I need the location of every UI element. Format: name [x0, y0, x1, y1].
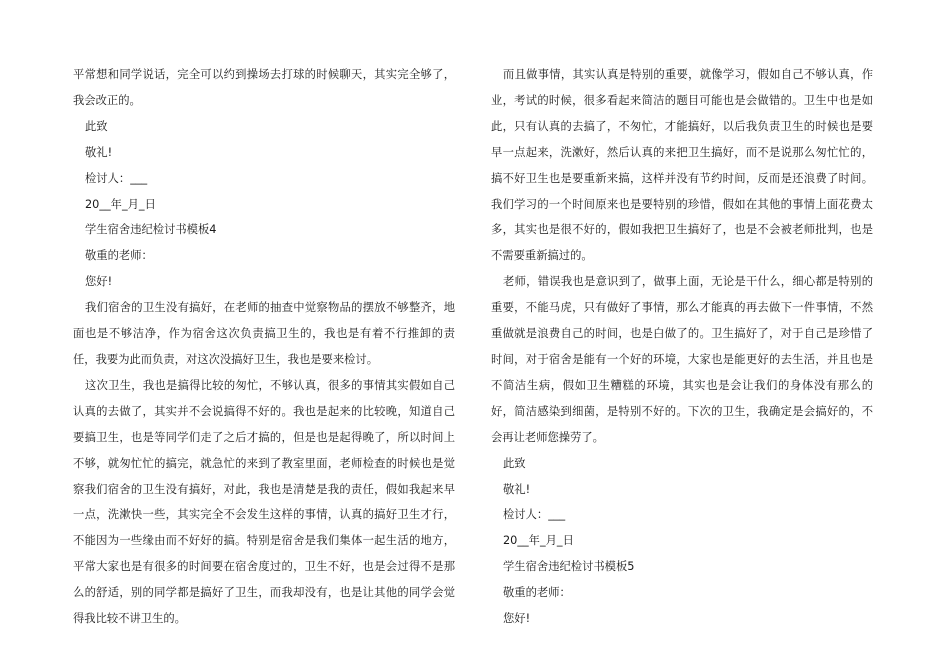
paragraph: 这次卫生，我也是搞得比较的匆忙，不够认真，很多的事情其实假如自己认真的去做了，其实并不会说搞得不好的。我也是起来的比较晚，知道自己要搞卫生，也是等同学们走了之后才搞的，但是也是起得晚了，所以时间上不够，就匆忙忙的搞完，就急忙的来到了教室里面，老师检查的时候也是觉察我们宿舍的卫生没有搞好，对此，我也是清楚是我的责任，假如我起来早一点，洗漱快一些，其实完全不会发生这样的事情，认真的搞好卫生才行，不能因为一些缘由而不好好的搞。特别是宿舍是我们集体一起生活的地方，平常大家也是有很多的时间要在宿舍度过的，卫生不好，也是会过得不是那么的舒适，别的同学都是搞好了卫生，而我却没有，也是让其他的同学会觉得我比较不讲卫生的。	[73, 378, 455, 626]
signer-line: 检讨人：___	[85, 171, 148, 185]
closing-line: 此致	[85, 119, 108, 133]
greeting-line: 敬重的老师：	[503, 586, 571, 600]
left-column	[73, 62, 455, 632]
closing-line: 此致	[503, 456, 526, 470]
paragraph-continuation: 平常想和同学说话，完全可以约到操场去打球的时候聊天，其实完全够了，我会改正的。	[73, 68, 455, 107]
hello-line: 您好!	[503, 612, 531, 626]
paragraph: 我们宿舍的卫生没有搞好，在老师的抽查中觉察物品的摆放不够整齐，地面也是不够洁净，作为宿舍这次负责搞卫生的，我也是有着不行推卸的责任，我要为此而负责，对这次没搞好卫生，我也是要来检讨。	[73, 301, 455, 366]
paragraph: 而且做事情，其实认真是特别的重要，就像学习，假如自己不够认真，作业，考试的时候，很多看起来简洁的题目可能也是会做错的。卫生中也是如此，只有认真的去搞了，不匆忙，才能搞好，以后我负责卫生的时候也是要早一点起来，洗漱好，然后认真的来把卫生搞好，而不是说那么匆忙忙的，搞不好卫生也是要重新来搞，这样并没有节约时间，反而是还浪费了时间。我们学习的一个时间原来也是要特别的珍惜，假如在其他的事情上面花费太多，其实也是很不好的，假如我把卫生搞好了，也是不会被老师批判，也是不需要重新搞过的。	[491, 68, 873, 263]
date-line: 20__年_月_日	[503, 534, 574, 548]
date-line: 20__年_月_日	[85, 197, 156, 211]
salutation-line: 敬礼!	[503, 482, 531, 496]
signer-line: 检讨人：___	[503, 508, 566, 522]
hello-line: 您好!	[85, 275, 113, 289]
salutation-line: 敬礼!	[85, 145, 113, 159]
paragraph: 老师，错误我也是意识到了，做事上面，无论是干什么，细心都是特别的重要，不能马虎，只有做好了事情，那么才能真的再去做下一件事情，不然重做就是浪费自己的时间，也是白做了的。卫生搞好了，对于自己是珍惜了时间，对于宿舍是能有一个好的环境，大家也是能更好的去生活，并且也是不简洁生病，假如卫生糟糕的环境，其实也是会让我们的身体没有那么的好，简洁感染到细菌，是特别不好的。下次的卫生，我确定是会搞好的，不会再让老师您操劳了。	[491, 275, 873, 444]
template-4-title: 学生宿舍违纪检讨书模板4	[85, 223, 217, 237]
right-column	[491, 62, 873, 632]
greeting-line: 敬重的老师：	[85, 249, 153, 263]
template-5-title: 学生宿舍违纪检讨书模板5	[503, 560, 635, 574]
